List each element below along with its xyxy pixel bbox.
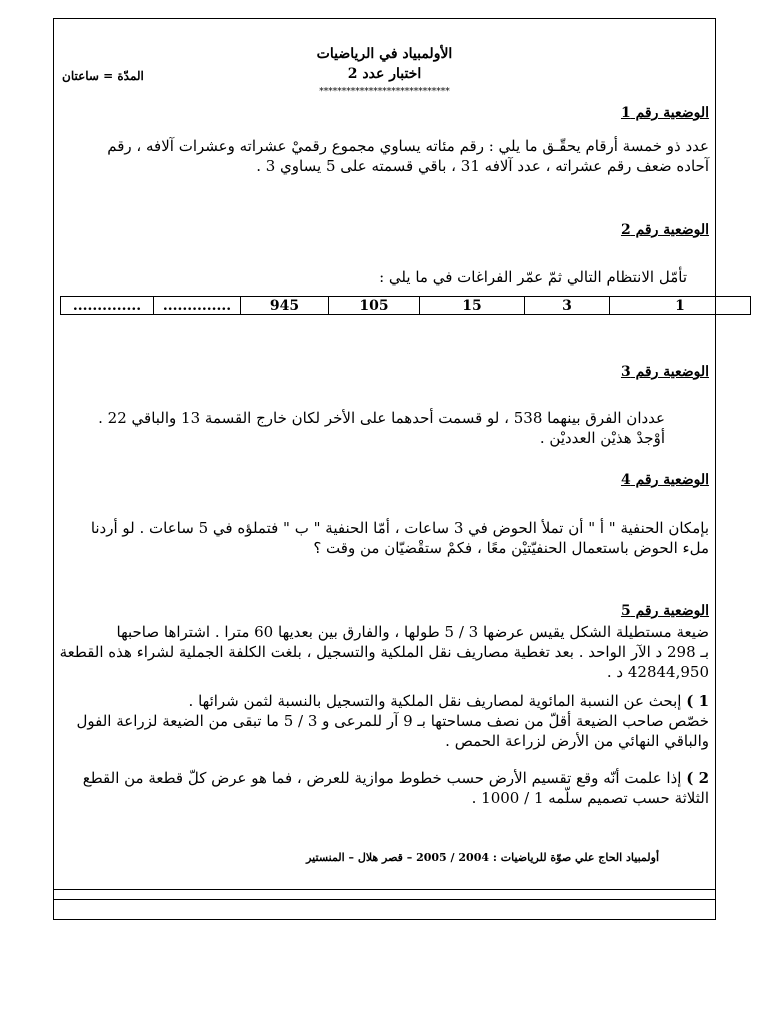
situation-5-line: ضيعة مستطيلة الشكل يقيس عرضها 3 / 5 طولها ، والفارق بين بعديها 60 مترا . اشتراها صاحبها <box>116 623 709 641</box>
situation-2-instruction: تأمّل الانتظام التالي ثمّ عمّر الفراغات في ما يلي : <box>379 268 687 286</box>
sequence-cell: 15 <box>420 297 525 315</box>
situation-1-text <box>57 136 709 176</box>
sequence-cell: 945 <box>241 297 329 315</box>
situation-3-line: عددان الفرق بينهما 538 ، لو قسمت أحدهما على الأخر لكان خارج القسمة 13 والباقي 22 . <box>98 409 665 427</box>
exam-duration: المدّة = ساعتان <box>62 69 144 83</box>
sequence-table <box>60 296 751 315</box>
situation-1-line: آحاده ضعف رقم عشراته ، عدد آلافه 31 ، باقي قسمته على 5 يساوي 3 . <box>256 157 709 175</box>
sequence-cell: 1 <box>610 297 751 315</box>
question-1-line: والباقي النهائي من الأرض لزراعة الحمص . <box>445 732 709 750</box>
situation-5-line: بـ 298 د الآر الواحد . بعد تغطية مصاريف نقل الملكية والتسجيل ، بلغت الكلفة الجملية لشراء هذه القطعة <box>59 643 709 661</box>
sequence-blank-cell: .............. <box>154 297 241 315</box>
exam-footer: أولمبياد الحاج علي صوّة للرياضيات : 2004 / 2005 – قصر هلال – المنستير <box>306 851 659 864</box>
situation-4-line: بإمكان الحنفية " أ " أن تملأ الحوض في 3 ساعات ، أمّا الحنفية " ب " فتملؤه في 5 ساعات . لو أردنا <box>90 519 709 537</box>
question-1-line <box>57 691 709 711</box>
sequence-cell: 105 <box>329 297 420 315</box>
sequence-cell: 3 <box>525 297 610 315</box>
situation-5-question-2 <box>57 768 709 808</box>
situation-3-text <box>65 408 665 448</box>
stars-divider: ***************************** <box>319 87 450 97</box>
situation-4-heading: الوضعية رقم 4 <box>620 472 709 488</box>
question-2-text: إذا علمت أنّه وقع تقسيم الأرض حسب خطوط موازية للعرض ، فما هو عرض كلّ قطعة من القطع <box>82 769 682 787</box>
question-2-line <box>57 768 709 788</box>
situation-3-heading: الوضعية رقم 3 <box>620 364 709 380</box>
situation-4-text <box>57 518 709 558</box>
question-2-number: 2 ) <box>686 769 709 787</box>
table-row <box>61 297 751 315</box>
footer-divider <box>54 899 715 900</box>
footer-divider <box>54 889 715 890</box>
situation-5-text <box>57 622 709 682</box>
situation-1-line: عدد ذو خمسة أرقام يحقّـق ما يلي : رقم مئاته يساوي مجموع رقميْ عشراته وعشرات آلافه ، رقم <box>107 137 709 155</box>
question-2-line: الثلاثة حسب تصميم سلّمه 1 / 1000 . <box>471 789 709 807</box>
question-1-line: خصّص صاحب الضيعة أقلّ من نصف مساحتها بـ 9 آر للمرعى و 3 / 5 ما تبقى من الضيعة لزراعة الفول <box>76 712 709 730</box>
situation-5-heading: الوضعية رقم 5 <box>620 603 709 619</box>
question-1-number: 1 ) <box>686 692 709 710</box>
situation-4-line: ملء الحوض باستعمال الحنفيّتيْن معًا ، فكمْ ستقْضيّان من وقت ؟ <box>313 539 709 557</box>
question-1-text: إبحث عن النسبة المائوية لمصاريف نقل الملكية والتسجيل بالنسبة لثمن شرائها . <box>188 692 682 710</box>
exam-page-frame <box>53 18 716 920</box>
situation-2-heading: الوضعية رقم 2 <box>620 222 709 238</box>
sequence-blank-cell: .............. <box>61 297 154 315</box>
situation-3-line: أوْجدْ هذيْن العدديْن . <box>539 429 665 447</box>
situation-5-question-1 <box>57 691 709 751</box>
exam-subtitle: اختبار عدد 2 <box>347 66 422 82</box>
exam-title: الأولمبياد في الرياضيات <box>316 46 453 62</box>
situation-5-line: 42844,950 د . <box>606 663 709 681</box>
situation-1-heading: الوضعية رقم 1 <box>620 105 709 121</box>
